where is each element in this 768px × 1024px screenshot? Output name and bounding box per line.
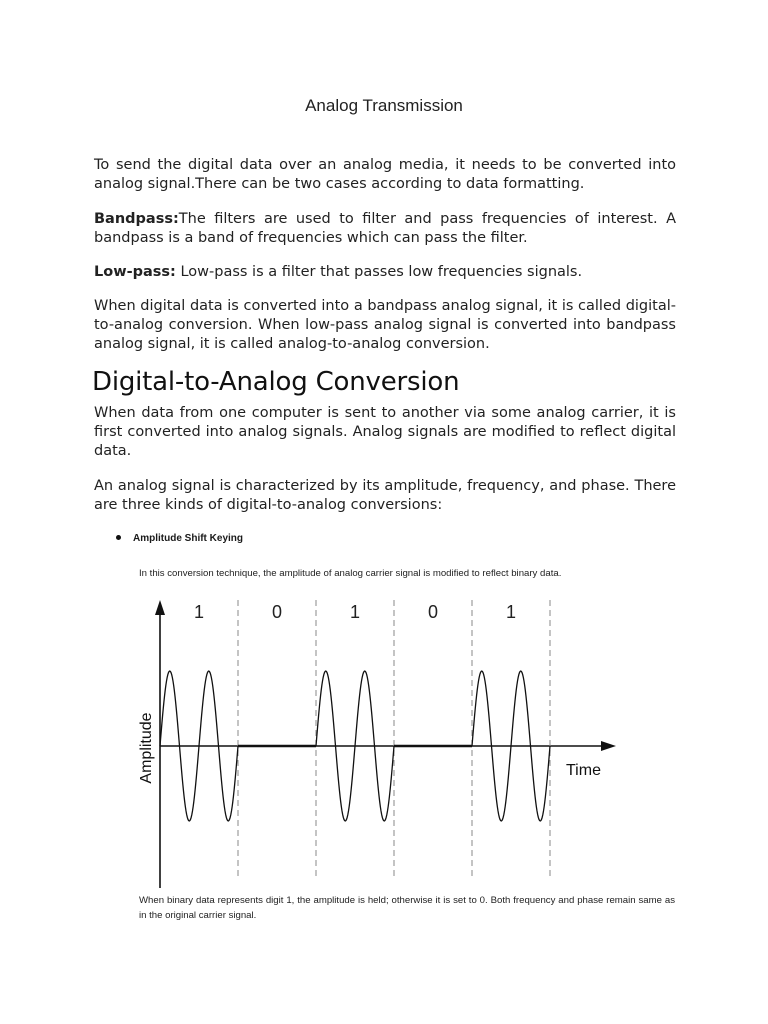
bit-dividers xyxy=(238,600,550,880)
carrier-waveform xyxy=(160,671,550,821)
intro-paragraph: To send the digital data over an analog media, it needs to be converted into analog signal.There can be two cases according to data formatting. xyxy=(94,157,676,192)
y-axis-label: Amplitude xyxy=(138,712,155,784)
bandpass-term: Bandpass: xyxy=(94,211,179,227)
bullet-label: Amplitude Shift Keying xyxy=(133,533,243,544)
bandpass-definition: The filters are used to filter and pass frequencies of interest. A bandpass is a band of frequencies which can pass the filter. xyxy=(94,211,676,246)
section-heading: Digital-to-Analog Conversion xyxy=(92,367,460,397)
bit-label-2: 0 xyxy=(271,602,283,622)
bit-label-4: 0 xyxy=(427,602,439,622)
conversion-paragraph: When digital data is converted into a bandpass analog signal, it is called digital-to-analog conversion. When low-pass analog signal is converted into bandpass analog signal, it is called analog-to-analog conversion. xyxy=(94,298,676,352)
x-axis-arrow-icon xyxy=(601,741,616,751)
lowpass-term: Low-pass: xyxy=(94,264,176,280)
dac-paragraph-2: An analog signal is characterized by its amplitude, frequency, and phase. There are three kinds of digital-to-analog conversions: xyxy=(94,478,676,513)
bit-label-1: 1 xyxy=(193,602,205,622)
lowpass-definition: Low-pass is a filter that passes low frequencies signals. xyxy=(175,264,583,280)
y-axis-arrow-icon xyxy=(155,600,165,615)
axes xyxy=(155,600,616,888)
x-axis-label: Time xyxy=(566,762,601,779)
ask-intro-text: In this conversion technique, the amplitude of analog carrier signal is modified to reflect binary data. xyxy=(139,568,562,579)
page-title: Analog Transmission xyxy=(305,96,463,115)
bit-label-3: 1 xyxy=(349,602,361,622)
bit-labels xyxy=(194,602,516,622)
dac-paragraph-1: When data from one computer is sent to another via some analog carrier, it is first converted into analog signals. Analog signals are modified to reflect digital data. xyxy=(94,405,676,459)
ask-note-text: When binary data represents digit 1, the amplitude is held; otherwise it is set to 0. Both frequency and phase remain same as in the original carrier signal. xyxy=(139,895,675,921)
bit-label-5: 1 xyxy=(505,602,517,622)
